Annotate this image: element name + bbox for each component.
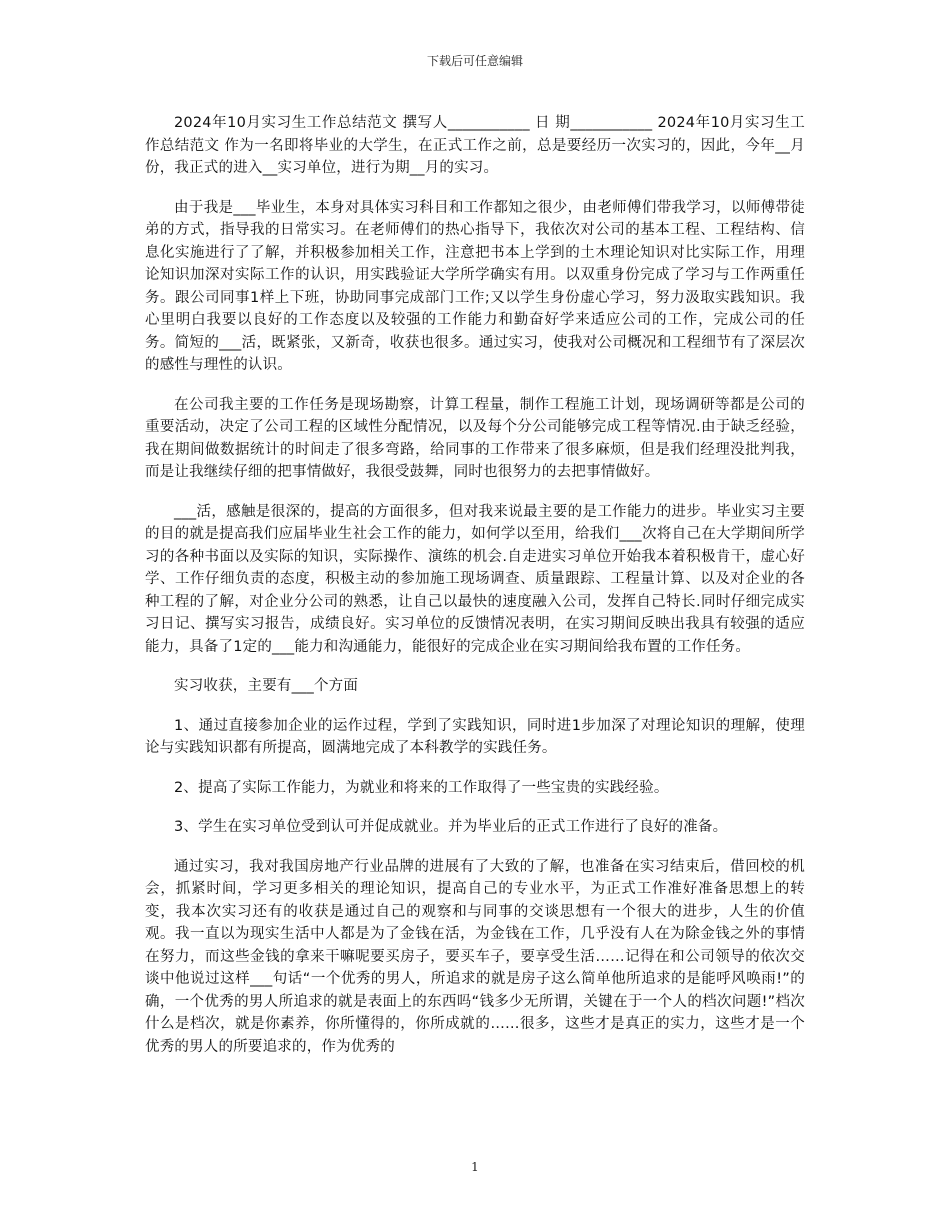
body-paragraph: ___活，感触是很深的，提高的方面很多，但对我来说最主要的是工作能力的进步。毕业实习主要的目的就是提高我们应届毕业生社会工作的能力，如何学以至用，给我们___次将自己在大学期间所学习的各种书面以及实际的知识，实际操作、演练的机会.自走进实习单位开始我本着积极肯干，虚心好学、工作仔细负责的态度，积极主动的参加施工现场调查、质量跟踪、工程量计算、以及对企业的各种工程的了解，对企业分公司的熟悉，让自己以最快的速度融入公司，发挥自己特长.同时仔细完成实习日记、撰写实习报告，成绩良好。实习单位的反馈情况表明，在实习期间反映出我具有较强的适应能力，具备了1定的___能力和沟通能力，能很好的完成企业在实习期间给我布置的工作任务。 bbox=[145, 503, 805, 655]
body-paragraph: 由于我是___毕业生，本身对具体实习科目和工作都知之很少，由老师傅们带我学习，以师傅带徒弟的方式，指导我的日常实习。在老师傅们的热心指导下，我依次对公司的基本工程、工程结构、信息化实施进行了了解，并积极参加相关工作，注意把书本上学到的土木理论知识对比实际工作，用理论知识加深对实际工作的认识，用实践验证大学所学确实有用。以双重身份完成了学习与工作两重任务。跟公司同事1样上下班，协助同事完成部门工作;又以学生身份虚心学习，努力汲取实践知识。我心里明白我要以良好的工作态度以及较强的工作能力和勤奋好学来适应公司的工作，完成公司的任务。简短的___活，既紧张，又新奇，收获也很多。通过实习，使我对公司概况和工程细节有了深层次的感性与理性的认识。 bbox=[145, 199, 805, 373]
body-paragraph: 在公司我主要的工作任务是现场勘察，计算工程量，制作工程施工计划，现场调研等都是公司的重要活动，决定了公司工程的区域性分配情况，以及每个分公司能够完成工程等情况.由于缺乏经验，我在期间做数据统计的时间走了很多弯路，给同事的工作带来了很多麻烦，但是我们经理没批判我，而是让我继续仔细的把事情做好，我很受鼓舞，同时也很努力的去把事情做好。 bbox=[145, 396, 805, 480]
list-item: 2、提高了实际工作能力，为就业和将来的工作取得了一些宝贵的实践经验。 bbox=[174, 779, 669, 796]
list-item: 1、通过直接参加企业的运作过程，学到了实践知识，同时进1步加深了对理论知识的理解，使理论与实践知识都有所提高，圆满地完成了本科教学的实践任务。 bbox=[145, 717, 805, 756]
list-item: 3、学生在实习单位受到认可并促成就业。并为毕业后的正式工作进行了良好的准备。 bbox=[174, 819, 728, 835]
document-body bbox=[145, 112, 805, 1075]
page-header: 下载后可任意编辑 bbox=[426, 54, 523, 68]
intro-paragraph: 2024年10月实习生工作总结范文 撰写人___________ 日 期___________ 2024年10月实习生工作总结范文 作为一名即将毕业的大学生，在正式工作之前，总是要经历一次实习的，因此，今年__月份，我正式的进入__实习单位，进行为期__月的实习。 bbox=[145, 115, 805, 176]
section-heading: 实习收获，主要有___个方面 bbox=[174, 678, 359, 694]
page-number: 1 bbox=[471, 1160, 479, 1174]
body-paragraph: 通过实习，我对我国房地产行业品牌的进展有了大致的了解，也准备在实习结束后，借回校的机会，抓紧时间，学习更多相关的理论知识，提高自己的专业水平，为正式工作准好准备思想上的转变，我本次实习还有的收获是通过自己的观察和与同事的交谈思想有一个很大的进步，人生的价值观。我一直以为现实生活中人都是为了金钱在活，为金钱在工作，几乎没有人在为除金钱之外的事情在努力，而这些金钱的拿来干嘛呢要买房子，要买车子，要享受生活……记得在和公司领导的依次交谈中他说过这样___句话“一个优秀的男人，所追求的就是房子这么简单他所追求的是能呼风唤雨!”的确，一个优秀的男人所追求的就是表面上的东西吗“钱多少无所谓，关键在于一个人的档次问题!”档次什么是档次，就是你素养，你所懂得的，你所成就的……很多，这些才是真正的实力，这些才是一个优秀的男人的所要追求的，作为优秀的 bbox=[145, 858, 805, 1055]
